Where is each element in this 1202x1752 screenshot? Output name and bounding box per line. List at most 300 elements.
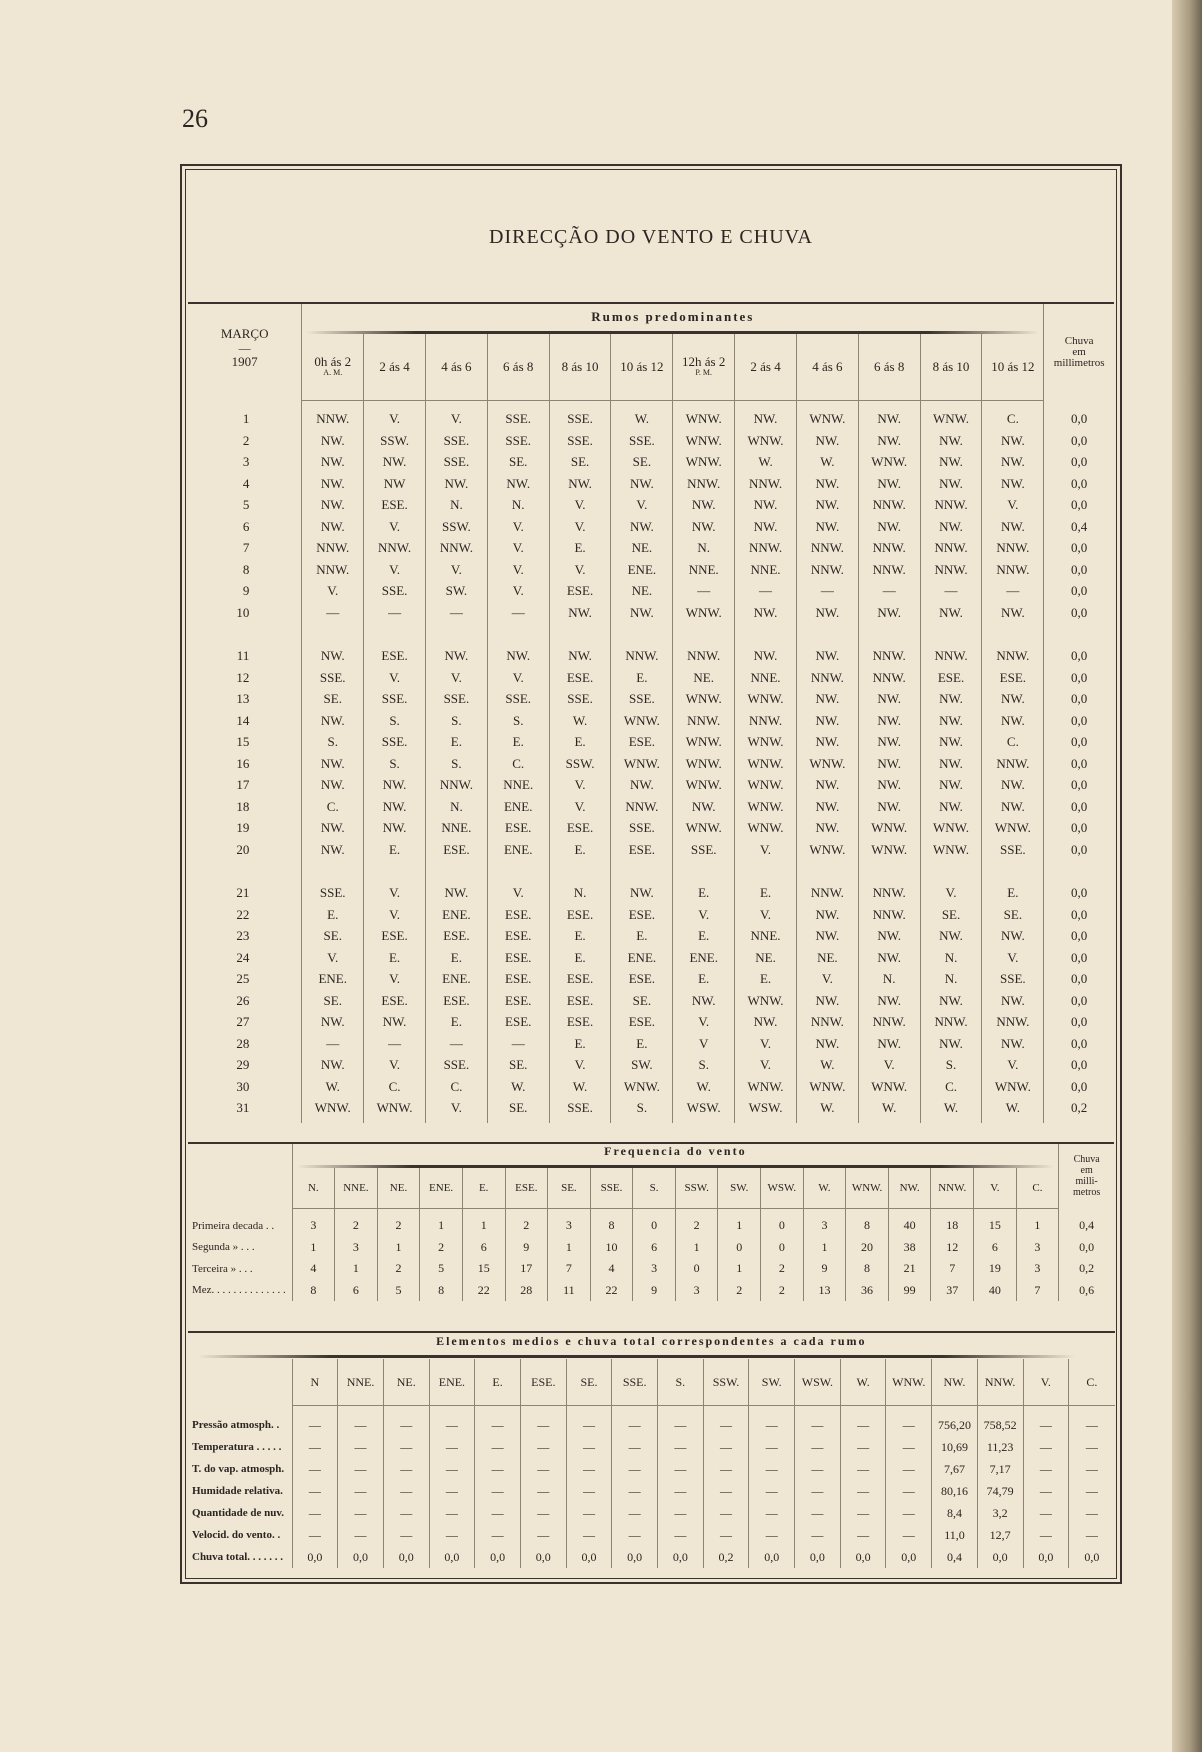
element-cell: — — [886, 1458, 932, 1480]
rain-cell: 0,0 — [1044, 796, 1114, 818]
wind-direction-cell: SSE. — [611, 430, 673, 452]
wind-direction-cell: NW. — [425, 883, 487, 905]
frequency-cell: 2 — [761, 1280, 804, 1302]
wind-direction-cell: V. — [549, 559, 611, 581]
wind-direction-cell: NW. — [920, 732, 982, 754]
frequency-column-header: NNW. — [931, 1168, 974, 1209]
wind-direction-cell: E. — [425, 947, 487, 969]
frequency-cell: 3 — [548, 1215, 591, 1237]
element-cell: — — [520, 1480, 566, 1502]
wind-direction-cell: WNW. — [735, 753, 797, 775]
wind-direction-cell: NW. — [364, 452, 426, 474]
wind-direction-cell: V. — [364, 409, 426, 431]
time-column-header — [858, 334, 920, 400]
frequency-column-header: SSE. — [590, 1168, 633, 1209]
time-range: 10 ás 12 — [991, 359, 1035, 375]
wind-direction-cell: — — [364, 602, 426, 624]
wind-direction-cell: SSE. — [302, 883, 364, 905]
wind-direction-cell: NW. — [982, 689, 1044, 711]
wind-direction-cell: WNW. — [735, 990, 797, 1012]
element-cell: — — [703, 1458, 749, 1480]
frequency-cell: 36 — [846, 1280, 889, 1302]
wind-direction-cell: NW. — [858, 430, 920, 452]
frequency-cell: 3 — [292, 1215, 335, 1237]
wind-direction-cell: W. — [549, 1076, 611, 1098]
wind-direction-cell: ESE. — [487, 990, 549, 1012]
wind-direction-cell: SE. — [487, 1055, 549, 1077]
elements-column-header: NNW. — [977, 1359, 1023, 1406]
element-label: T. do vap. atmosph. — [192, 1463, 285, 1475]
element-cell: — — [749, 1524, 795, 1546]
wind-direction-cell: N. — [549, 883, 611, 905]
frequency-cell: 5 — [420, 1258, 463, 1280]
wind-direction-cell: ESE. — [549, 990, 611, 1012]
frequency-cell: 2 — [675, 1215, 718, 1237]
frequency-cell: 0 — [675, 1258, 718, 1280]
element-cell: — — [658, 1414, 704, 1436]
wind-direction-cell: S. — [611, 1098, 673, 1120]
wind-direction-cell: WNW. — [673, 430, 735, 452]
element-cell: — — [566, 1436, 612, 1458]
table-row — [188, 602, 1114, 624]
wind-direction-cell: SE. — [549, 452, 611, 474]
wind-direction-cell: SE. — [302, 689, 364, 711]
rain-cell: 0,0 — [1044, 947, 1114, 969]
wind-direction-cell: NNW. — [920, 1012, 982, 1034]
day-number: 18 — [236, 798, 250, 814]
element-cell: 8,4 — [932, 1502, 978, 1524]
rain-cell: 0,4 — [1059, 1215, 1114, 1237]
day-number: 22 — [236, 906, 250, 922]
element-cell: — — [383, 1524, 429, 1546]
wind-direction-cell: SSE. — [487, 689, 549, 711]
wind-direction-cell: SSE. — [364, 581, 426, 603]
element-cell: — — [612, 1458, 658, 1480]
elements-column-header: N — [292, 1359, 338, 1406]
wind-direction-cell: ESE. — [920, 667, 982, 689]
wind-direction-cell: ESE. — [364, 646, 426, 668]
wind-direction-cell: N. — [920, 969, 982, 991]
wind-direction-cell: ENE. — [302, 969, 364, 991]
frequency-cell: 21 — [888, 1258, 931, 1280]
element-cell: — — [429, 1458, 475, 1480]
element-cell: 0,0 — [475, 1546, 521, 1568]
table-row — [188, 947, 1114, 969]
table-row — [188, 409, 1114, 431]
wind-direction-cell: N. — [425, 495, 487, 517]
element-cell: — — [840, 1480, 886, 1502]
wind-direction-cell: NW. — [858, 796, 920, 818]
element-cell: 0,0 — [429, 1546, 475, 1568]
wind-direction-cell: WNW. — [920, 818, 982, 840]
wind-direction-cell: NE. — [611, 538, 673, 560]
element-cell: — — [1069, 1524, 1115, 1546]
element-cell: — — [429, 1524, 475, 1546]
element-cell: — — [383, 1502, 429, 1524]
time-column-header — [364, 334, 426, 400]
frequency-rain-header — [1059, 1143, 1114, 1209]
frequency-cell: 1 — [1016, 1215, 1059, 1237]
wind-direction-cell: WNW. — [735, 796, 797, 818]
day-number: 27 — [236, 1014, 250, 1030]
wind-direction-cell: E. — [673, 926, 735, 948]
wind-direction-cell: ESE. — [549, 581, 611, 603]
wind-direction-cell: V. — [364, 904, 426, 926]
wind-direction-cell: SSE. — [982, 839, 1044, 861]
wind-direction-cell: V. — [487, 667, 549, 689]
wind-direction-cell: SSE. — [425, 430, 487, 452]
wind-direction-cell: NNW. — [982, 1012, 1044, 1034]
wind-direction-cell: NW. — [735, 516, 797, 538]
wind-direction-cell: ESE. — [425, 839, 487, 861]
day-number: 3 — [242, 454, 250, 470]
element-cell: 74,79 — [977, 1480, 1023, 1502]
wind-direction-cell: NNW. — [735, 538, 797, 560]
frequency-cell: 3 — [803, 1215, 846, 1237]
wind-direction-cell: NW. — [735, 495, 797, 517]
element-cell: — — [383, 1436, 429, 1458]
wind-direction-cell: NW. — [796, 732, 858, 754]
element-cell: — — [292, 1436, 338, 1458]
wind-direction-cell: WNW. — [735, 689, 797, 711]
wind-direction-cell: ESE. — [611, 1012, 673, 1034]
element-cell: — — [612, 1436, 658, 1458]
wind-direction-cell: W. — [796, 1055, 858, 1077]
wind-direction-cell: NW. — [302, 495, 364, 517]
elements-column-header: ESE. — [520, 1359, 566, 1406]
element-cell: — — [795, 1480, 841, 1502]
wind-direction-cell: NW. — [796, 516, 858, 538]
wind-direction-cell: E. — [673, 969, 735, 991]
frequency-cell: 22 — [462, 1280, 505, 1302]
element-cell: 0,0 — [383, 1546, 429, 1568]
wind-direction-cell: V. — [487, 559, 549, 581]
rain-cell: 0,0 — [1044, 689, 1114, 711]
wind-direction-cell: S. — [425, 753, 487, 775]
element-cell: 10,69 — [932, 1436, 978, 1458]
frequency-cell: 18 — [931, 1215, 974, 1237]
element-cell: 11,0 — [932, 1524, 978, 1546]
element-cell: 0,0 — [612, 1546, 658, 1568]
element-cell: — — [886, 1436, 932, 1458]
wind-direction-cell: NW. — [858, 947, 920, 969]
wind-direction-cell: NNW. — [735, 473, 797, 495]
wind-direction-cell: NNW. — [982, 538, 1044, 560]
wind-direction-cell: NW. — [302, 430, 364, 452]
wind-direction-cell: NNW. — [982, 559, 1044, 581]
day-number: 4 — [242, 475, 250, 491]
wind-direction-cell: WNW. — [796, 1076, 858, 1098]
wind-direction-cell: NNW. — [858, 667, 920, 689]
element-cell: — — [612, 1480, 658, 1502]
day-number: 15 — [236, 734, 250, 750]
element-cell: 7,67 — [932, 1458, 978, 1480]
wind-frequency-table — [188, 1142, 1114, 1301]
period-label: Primeira decada . . — [192, 1219, 275, 1232]
day-number: 17 — [236, 777, 250, 793]
frequency-cell: 0 — [761, 1215, 804, 1237]
wind-direction-cell: NW. — [920, 430, 982, 452]
element-cell: — — [795, 1414, 841, 1436]
wind-direction-cell: NW. — [982, 926, 1044, 948]
wind-direction-cell: ESE. — [364, 926, 426, 948]
element-cell: — — [795, 1524, 841, 1546]
wind-direction-cell: NW — [364, 473, 426, 495]
wind-direction-cell: — — [487, 602, 549, 624]
rain-cell: 0,0 — [1044, 559, 1114, 581]
wind-direction-cell: WNW. — [735, 775, 797, 797]
element-cell: 11,23 — [977, 1436, 1023, 1458]
wind-direction-cell: NW. — [673, 495, 735, 517]
rain-cell: 0,0 — [1044, 753, 1114, 775]
wind-direction-cell: W. — [611, 409, 673, 431]
wind-direction-cell: NE. — [673, 667, 735, 689]
wind-direction-cell: C. — [920, 1076, 982, 1098]
element-cell: 3,2 — [977, 1502, 1023, 1524]
element-cell: — — [840, 1502, 886, 1524]
element-cell: — — [383, 1458, 429, 1480]
frequency-cell: 1 — [377, 1237, 420, 1259]
rain-cell: 0,2 — [1059, 1258, 1114, 1280]
wind-direction-cell: ENE. — [611, 947, 673, 969]
wind-direction-cell: V. — [302, 581, 364, 603]
wind-direction-cell: NW. — [858, 926, 920, 948]
wind-direction-cell: NW. — [735, 646, 797, 668]
frequency-cell: 20 — [846, 1237, 889, 1259]
wind-direction-cell: V. — [364, 969, 426, 991]
frequency-cell: 3 — [335, 1237, 378, 1259]
table-row — [188, 904, 1114, 926]
wind-direction-cell: V. — [487, 516, 549, 538]
wind-direction-cell: C. — [302, 796, 364, 818]
wind-direction-cell: — — [920, 581, 982, 603]
rain-cell: 0,6 — [1059, 1280, 1114, 1302]
frequency-cell: 8 — [846, 1258, 889, 1280]
element-cell: 0,0 — [658, 1546, 704, 1568]
table-row — [188, 796, 1114, 818]
elements-column-header: WSW. — [795, 1359, 841, 1406]
element-cell: — — [703, 1502, 749, 1524]
wind-direction-cell: NW. — [858, 753, 920, 775]
wind-direction-cell: WNW. — [858, 818, 920, 840]
wind-direction-cell: E. — [549, 538, 611, 560]
element-cell: — — [338, 1436, 384, 1458]
wind-direction-cell: C. — [364, 1076, 426, 1098]
wind-direction-cell: NW. — [735, 602, 797, 624]
time-column-header — [487, 334, 549, 400]
wind-direction-cell: NW. — [425, 646, 487, 668]
wind-direction-cell: V. — [364, 667, 426, 689]
wind-direction-cell: W. — [487, 1076, 549, 1098]
wind-direction-cell: NW. — [920, 926, 982, 948]
wind-direction-cell: NW. — [920, 710, 982, 732]
day-number: 19 — [236, 820, 250, 836]
rain-cell: 0,0 — [1044, 904, 1114, 926]
element-cell: — — [338, 1524, 384, 1546]
element-cell: — — [475, 1502, 521, 1524]
frequency-cell: 0 — [718, 1237, 761, 1259]
wind-direction-cell: NNE. — [425, 818, 487, 840]
frequency-cell: 6 — [462, 1237, 505, 1259]
wind-direction-cell: WNW. — [673, 818, 735, 840]
wind-direction-cell: NW. — [796, 796, 858, 818]
wind-direction-cell: NNW. — [611, 646, 673, 668]
wind-direction-cell: NNW. — [982, 646, 1044, 668]
wind-direction-cell: ESE. — [425, 990, 487, 1012]
wind-direction-cell: ENE. — [487, 796, 549, 818]
wind-direction-cell: NW. — [302, 753, 364, 775]
wind-direction-cell: C. — [982, 732, 1044, 754]
element-cell: — — [658, 1480, 704, 1502]
elements-column-header: WNW. — [886, 1359, 932, 1406]
wind-direction-cell: V — [673, 1033, 735, 1055]
wind-direction-cell: — — [673, 581, 735, 603]
element-cell: — — [338, 1414, 384, 1436]
frequency-cell: 9 — [633, 1280, 676, 1302]
elements-column-header: V. — [1023, 1359, 1069, 1406]
wind-direction-cell: ESE. — [487, 947, 549, 969]
table-row — [188, 990, 1114, 1012]
frequency-group-title — [292, 1143, 1059, 1168]
rain-cell: 0,0 — [1044, 646, 1114, 668]
day-number: 2 — [242, 432, 250, 448]
wind-direction-cell: WNW. — [611, 1076, 673, 1098]
frequency-cell: 19 — [974, 1258, 1017, 1280]
wind-direction-cell: NW. — [982, 452, 1044, 474]
wind-direction-cell: SSE. — [425, 689, 487, 711]
wind-direction-cell: NNE. — [735, 559, 797, 581]
wind-direction-cell: NNW. — [673, 646, 735, 668]
frequency-cell: 37 — [931, 1280, 974, 1302]
wind-direction-cell: SSE. — [302, 667, 364, 689]
time-range: 4 ás 6 — [812, 359, 843, 375]
frequency-column-header: S. — [633, 1168, 676, 1209]
wind-direction-cell: ENE. — [611, 559, 673, 581]
frequency-cell: 3 — [1016, 1237, 1059, 1259]
frequency-cell: 1 — [335, 1258, 378, 1280]
elements-column-header: SSE. — [612, 1359, 658, 1406]
wind-direction-cell: NNW. — [920, 538, 982, 560]
wind-direction-cell: W. — [302, 1076, 364, 1098]
wind-direction-cell: NW. — [982, 473, 1044, 495]
element-cell: — — [1023, 1502, 1069, 1524]
frequency-rain-header-line: milli- — [1075, 1176, 1098, 1188]
element-cell: — — [840, 1414, 886, 1436]
day-number: 14 — [236, 712, 250, 728]
wind-direction-cell: S. — [487, 710, 549, 732]
frequency-rain-header-line: em — [1080, 1165, 1093, 1177]
wind-direction-cell: WNW. — [611, 710, 673, 732]
wind-direction-cell: N. — [673, 538, 735, 560]
time-range: 10 ás 12 — [620, 359, 664, 375]
element-cell: — — [292, 1480, 338, 1502]
wind-direction-cell: NNE. — [673, 559, 735, 581]
wind-direction-cell: NW. — [673, 516, 735, 538]
day-number: 6 — [242, 518, 250, 534]
wind-direction-cell: NW. — [858, 710, 920, 732]
wind-direction-cell: NNW. — [858, 495, 920, 517]
element-cell: 0,0 — [1069, 1546, 1115, 1568]
wind-direction-cell: S. — [302, 732, 364, 754]
wind-direction-cell: W. — [673, 1076, 735, 1098]
element-cell: — — [475, 1480, 521, 1502]
wind-direction-cell: NW. — [920, 990, 982, 1012]
elements-column-header: NNE. — [338, 1359, 384, 1406]
wind-direction-cell: E. — [735, 883, 797, 905]
wind-direction-cell: NW. — [920, 473, 982, 495]
element-cell: — — [703, 1524, 749, 1546]
table-row — [188, 818, 1114, 840]
wind-direction-cell: E. — [364, 947, 426, 969]
wind-direction-cell: NW. — [302, 818, 364, 840]
period-label: Segunda » . . . — [192, 1241, 255, 1254]
element-cell: — — [612, 1524, 658, 1546]
wind-direction-cell: SSE. — [487, 430, 549, 452]
wind-direction-cell: NW. — [920, 689, 982, 711]
frequency-cell: 1 — [420, 1215, 463, 1237]
frequency-cell: 22 — [590, 1280, 633, 1302]
wind-direction-cell: ESE. — [487, 926, 549, 948]
table-row — [188, 1280, 1114, 1302]
time-column-header — [920, 334, 982, 400]
element-cell: — — [612, 1414, 658, 1436]
wind-direction-cell: E. — [611, 667, 673, 689]
element-cell: 0,0 — [520, 1546, 566, 1568]
wind-direction-cell: E. — [549, 839, 611, 861]
wind-direction-cell: V. — [302, 947, 364, 969]
wind-direction-cell: E. — [364, 839, 426, 861]
wind-direction-cell: NW. — [302, 775, 364, 797]
wind-direction-cell: V. — [487, 538, 549, 560]
element-label: Chuva total. . . . . . . — [192, 1551, 284, 1563]
table-row — [188, 516, 1114, 538]
element-cell: — — [520, 1458, 566, 1480]
element-cell: — — [566, 1414, 612, 1436]
frequency-cell: 8 — [420, 1280, 463, 1302]
wind-direction-cell: ESE. — [549, 1012, 611, 1034]
frequency-cell: 15 — [974, 1215, 1017, 1237]
rain-cell: 0,2 — [1044, 1098, 1114, 1120]
wind-rain-header-line: Chuva — [1064, 334, 1094, 347]
wind-direction-cell: WNW. — [673, 753, 735, 775]
element-label: Pressão atmosph. . — [192, 1419, 280, 1431]
day-number: 29 — [236, 1057, 250, 1073]
element-cell: — — [292, 1502, 338, 1524]
wind-direction-cell: WNW. — [673, 732, 735, 754]
wind-direction-cell: C. — [487, 753, 549, 775]
frequency-cell: 38 — [888, 1237, 931, 1259]
element-cell: — — [658, 1524, 704, 1546]
element-cell: 756,20 — [932, 1414, 978, 1436]
frequency-cell: 13 — [803, 1280, 846, 1302]
wind-direction-cell: E. — [549, 947, 611, 969]
wind-direction-cell: NW. — [673, 990, 735, 1012]
wind-direction-cell: S. — [364, 710, 426, 732]
wind-direction-cell: ESE. — [611, 904, 673, 926]
wind-direction-cell: NNW. — [425, 775, 487, 797]
day-number: 10 — [236, 604, 250, 620]
element-cell: — — [1069, 1414, 1115, 1436]
wind-group-title — [302, 303, 1044, 334]
element-cell: — — [840, 1458, 886, 1480]
wind-direction-cell: — — [858, 581, 920, 603]
frequency-column-header: ENE. — [420, 1168, 463, 1209]
frequency-cell: 8 — [846, 1215, 889, 1237]
frequency-cell: 4 — [292, 1258, 335, 1280]
wind-direction-cell: NW. — [796, 904, 858, 926]
elements-column-header: SSW. — [703, 1359, 749, 1406]
wind-direction-cell: NW. — [858, 990, 920, 1012]
